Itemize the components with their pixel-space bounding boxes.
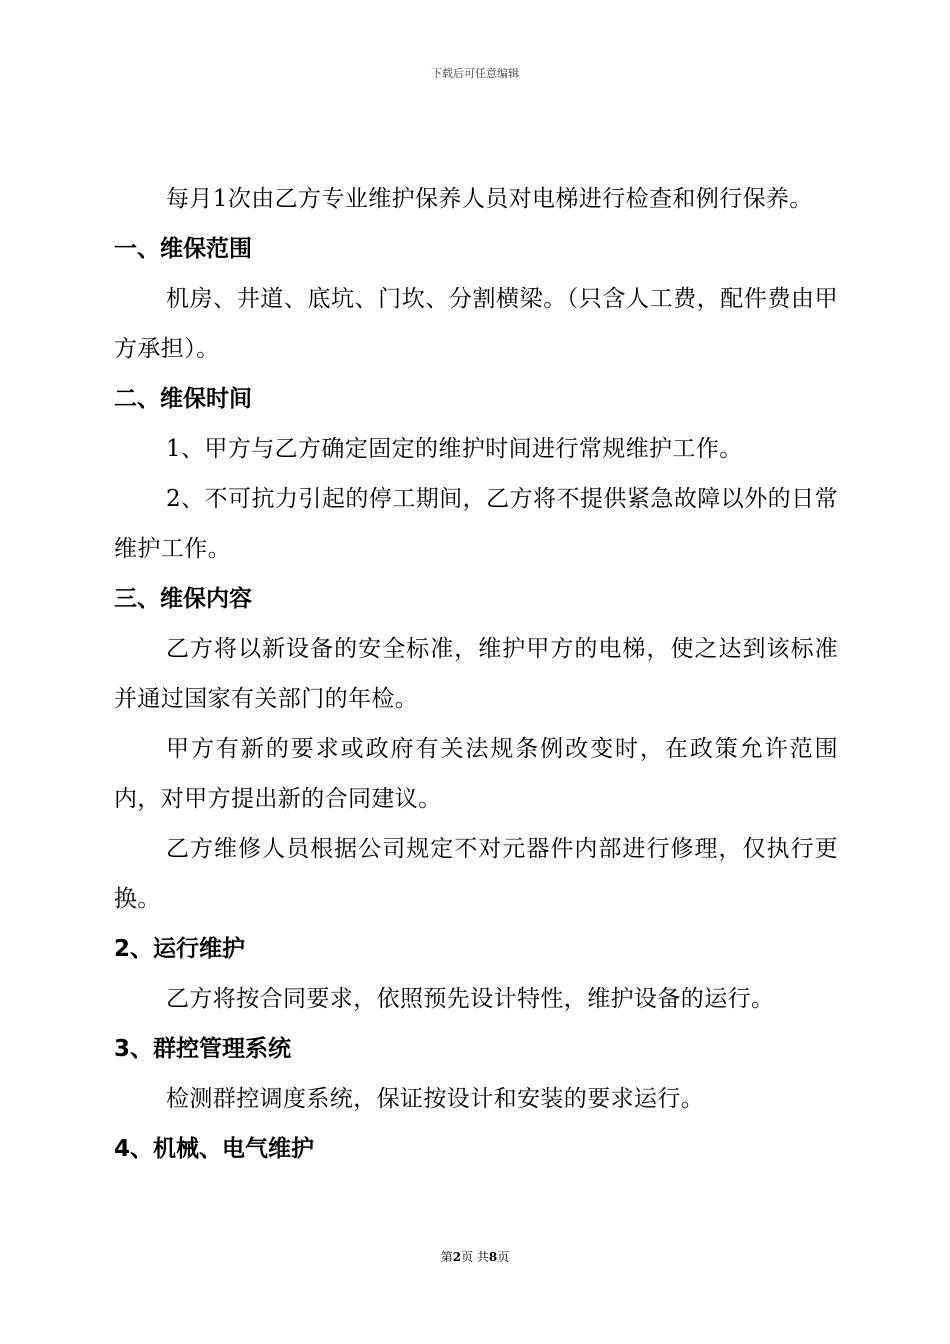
footer-prefix: 第 <box>440 1250 453 1264</box>
paragraph-scope-detail: 机房、井道、底坑、门坎、分割横梁。（只含人工费，配件费由甲方承担）。 <box>114 286 838 362</box>
heading-mechanical-electrical: 4、机械、电气维护 <box>114 1136 315 1162</box>
heading-group-control-system: 3、群控管理系统 <box>114 1036 292 1062</box>
heading-maintenance-content: 三、维保内容 <box>114 586 252 612</box>
paragraph-operation-detail: 乙方将按合同要求，依照预先设计特性，维护设备的运行。 <box>166 986 775 1012</box>
footer-middle: 页 共 <box>461 1250 489 1264</box>
footer-current-page: 2 <box>452 1250 462 1264</box>
paragraph-monthly-inspection: 每月1次由乙方专业维护保养人员对电梯进行检查和例行保养。 <box>166 186 813 212</box>
page-header-note: 下载后可任意编辑 <box>431 67 519 80</box>
paragraph-new-requirements: 甲方有新的要求或政府有关法规条例改变时，在政策允许范围内，对甲方提出新的合同建议。 <box>114 736 838 812</box>
paragraph-time-item-2: 2、不可抗力引起的停工期间，乙方将不提供紧急故障以外的日常维护工作。 <box>114 486 838 562</box>
document-body <box>114 174 838 1174</box>
footer-suffix: 页 <box>497 1250 510 1264</box>
paragraph-component-replacement: 乙方维修人员根据公司规定不对元器件内部进行修理，仅执行更换。 <box>114 836 838 912</box>
footer-total-pages: 8 <box>488 1250 498 1264</box>
paragraph-safety-standard: 乙方将以新设备的安全标准，维护甲方的电梯，使之达到该标准并通过国家有关部门的年检。 <box>114 636 838 712</box>
paragraph-group-control-detail: 检测群控调度系统，保证按设计和安装的要求运行。 <box>166 1086 705 1112</box>
heading-maintenance-time: 二、维保时间 <box>114 386 252 412</box>
page-footer <box>0 1248 950 1266</box>
heading-operation-maintenance: 2、运行维护 <box>114 936 246 962</box>
heading-maintenance-scope: 一、维保范围 <box>114 236 252 262</box>
paragraph-time-item-1: 1、甲方与乙方确定固定的维护时间进行常规维护工作。 <box>166 436 743 462</box>
